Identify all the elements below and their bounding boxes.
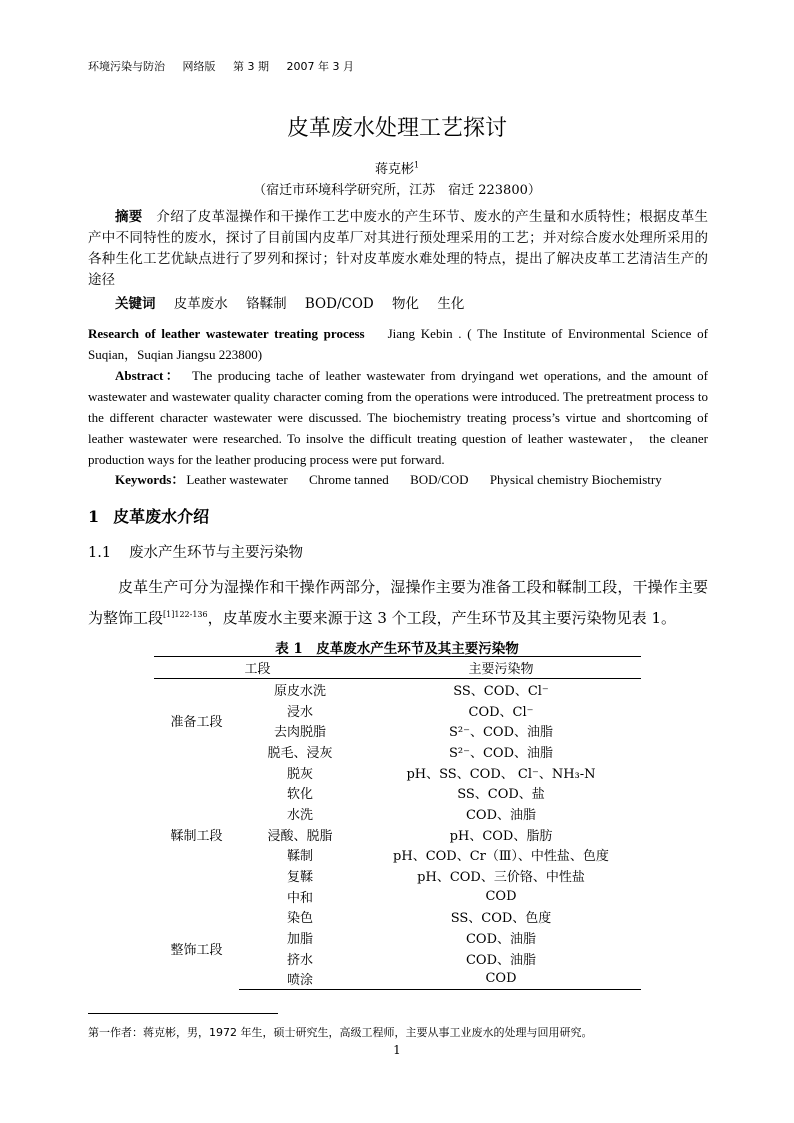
table-header-pollutants: 主要污染物 <box>361 657 641 679</box>
section-number: 1.1 <box>88 545 112 561</box>
keyword-cn: 铬鞣制 <box>246 296 287 312</box>
keywords-en-label: Keywords： <box>115 472 185 487</box>
pollutant-cell: COD、Cl⁻ <box>468 704 534 720</box>
section-title: 废水产生环节与主要污染物 <box>129 545 304 561</box>
process-cell: 脱毛、浸灰 <box>267 745 333 761</box>
journal-name: 环境污染与防治 <box>88 60 165 73</box>
pollutant-cell: pH、COD、Cr（Ⅲ）、中性盐、色度 <box>393 849 609 865</box>
pollutant-cell: pH、COD、三价铬、中性盐 <box>417 870 585 886</box>
stage-cell: 鞣制工段 <box>170 828 223 844</box>
process-cell: 染色 <box>286 911 313 927</box>
process-cell: 原皮水洗 <box>273 683 326 699</box>
keyword-en: Physical chemistry Biochemistry <box>489 472 662 487</box>
process-cell: 水洗 <box>286 807 313 823</box>
section-heading-1-1 <box>88 541 303 562</box>
author-name: 蒋克彬 <box>374 162 414 177</box>
running-header <box>88 58 368 74</box>
section-title: 皮革废水介绍 <box>113 507 210 526</box>
abstract-en-text: The producing tache of leather wastewater from dryingand wet operations, and the amount of wastewater and wastewater quality character coming from the operations were introduced. The pretreatment process to the different character wastewater were discussed. The biochemistry treating process’s virtue and shortcoming of leather wastewater were researched. To insolve the difficult treating question of leather wastewater， the cleaner production ways for the leather producing process were put forward. <box>88 368 709 467</box>
stage-cell: 准备工段 <box>170 714 223 730</box>
pollutant-cell: pH、SS、COD、 Cl⁻、NH₃-N <box>406 766 596 782</box>
table-caption: 表 1 皮革废水产生环节及其主要污染物 <box>275 641 519 657</box>
keywords-cn <box>115 292 478 312</box>
abstract-cn-text: 介绍了皮革湿操作和干操作工艺中废水的产生环节、废水的产生量和水质特性；根据皮革生产中不同特性的废水，探讨了目前国内皮革厂对其进行预处理采用的工艺；并对综合废水处理所采用的各种生化工艺优缺点进行了罗列和探讨；针对皮革废水难处理的特点，提出了解决皮革工艺清洁生产的途径 <box>88 209 709 288</box>
stage-cell: 整饰工段 <box>170 942 223 958</box>
process-cell: 浸酸、脱脂 <box>267 828 333 844</box>
pollutant-cell: COD <box>361 969 641 990</box>
journal-issue: 第 3 期 <box>233 60 269 73</box>
pollutant-cell: COD、油脂 <box>465 932 537 948</box>
abstract-en-label: Abstract： <box>115 368 182 383</box>
journal-edition: 网络版 <box>182 60 216 73</box>
table-header-row <box>154 657 641 679</box>
pollutant-cell: S²⁻、COD、油脂 <box>448 725 553 741</box>
keyword-cn: 生化 <box>437 296 465 312</box>
process-cell: 中和 <box>286 890 313 906</box>
process-cell: 脱灰 <box>286 766 313 782</box>
table-row <box>154 762 641 783</box>
keywords-en <box>115 469 680 488</box>
process-cell: 去肉脱脂 <box>273 725 326 741</box>
author-sup: 1 <box>413 160 420 170</box>
paper-title: 皮革废水处理工艺探讨 <box>286 116 507 141</box>
pollutant-cell: SS、COD、色度 <box>450 911 552 927</box>
keyword-cn: BOD/COD <box>304 296 374 312</box>
keywords-cn-label: 关键词 <box>115 296 156 312</box>
abstract-cn-label: 摘要 <box>115 209 143 225</box>
english-author-affil: Jiang Kebin . ( The Institute of Environmental Science of Suqian，Suqian Jiangsu 223800) <box>88 326 709 362</box>
keyword-cn: 物化 <box>392 296 420 312</box>
english-title: Research of leather wastewater treating process <box>88 326 365 341</box>
body-paragraph <box>88 574 708 632</box>
citation-ref: [1]122-136 <box>163 610 208 619</box>
process-cell: 鞣制 <box>286 849 313 865</box>
process-cell: 软化 <box>286 787 313 803</box>
section-number: 1 <box>88 507 100 526</box>
abstract-en <box>88 365 708 470</box>
footnote: 第一作者：蒋克彬，男，1972 年生，硕士研究生，高级工程师，主要从事工业废水的处理与回用研究。 <box>88 1026 593 1039</box>
process-cell: 喷涂 <box>239 969 361 990</box>
keyword-en: BOD/COD <box>410 472 469 487</box>
author-line <box>0 158 794 177</box>
footnote-divider <box>88 1013 278 1014</box>
process-cell: 加脂 <box>286 932 313 948</box>
table-row <box>154 679 641 700</box>
keyword-en: Leather wastewater <box>186 472 288 487</box>
table-row <box>154 907 641 928</box>
pollutant-cell: COD、油脂 <box>465 807 537 823</box>
paragraph-text: 皮革生产可分为湿操作和干操作两部分，湿操作主要为准备工段和鞣制工段，干操作主要为整饰工段 <box>88 578 708 627</box>
abstract-cn <box>88 207 708 291</box>
process-cell: 复鞣 <box>286 870 313 886</box>
keyword-cn: 皮革废水 <box>173 296 228 312</box>
pollutant-table <box>154 656 641 990</box>
pollutant-cell: SS、COD、Cl⁻ <box>453 683 549 699</box>
table-header-stage: 工段 <box>154 657 361 679</box>
english-title-block <box>88 323 708 365</box>
pollutant-cell: S²⁻、COD、油脂 <box>448 745 553 761</box>
pollutant-cell: COD、油脂 <box>465 952 537 968</box>
page-number: 1 <box>393 1043 401 1057</box>
section-heading-1 <box>88 504 209 527</box>
affiliation: （宿迁市环境科学研究所，江苏 宿迁 223800） <box>253 183 541 198</box>
process-cell: 浸水 <box>286 704 313 720</box>
process-cell: 挤水 <box>286 952 313 968</box>
keyword-en: Chrome tanned <box>309 472 389 487</box>
pollutant-cell: pH、COD、脂肪 <box>449 828 553 844</box>
pollutant-cell: SS、COD、盐 <box>457 787 545 803</box>
journal-date: 2007 年 3 月 <box>286 60 354 73</box>
paragraph-text: ，皮革废水主要来源于这 3 个工段，产生环节及其主要污染物见表 1。 <box>207 609 676 627</box>
pollutant-cell: COD <box>485 888 517 904</box>
